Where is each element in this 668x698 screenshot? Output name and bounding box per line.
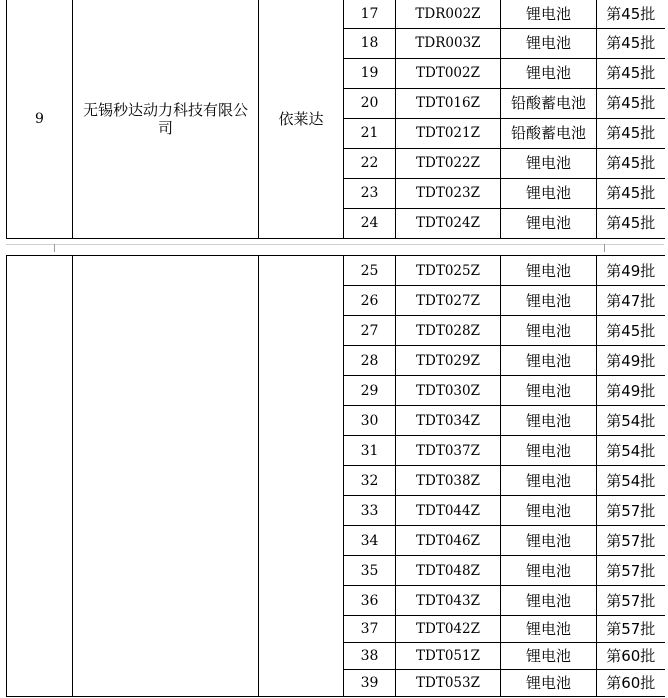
batch-cell: 第45批 <box>597 28 665 58</box>
row-number-cell: 24 <box>344 208 396 238</box>
model-code-cell: TDT025Z <box>396 256 501 286</box>
page-corner-mark-right <box>604 244 633 252</box>
model-code-cell: TDT022Z <box>396 148 501 178</box>
row-number-cell: 18 <box>344 28 396 58</box>
battery-type-cell: 锂电池 <box>501 0 597 28</box>
table-row <box>7 256 665 286</box>
battery-type-cell: 锂电池 <box>501 28 597 58</box>
company-name-cell-empty <box>73 256 259 697</box>
batch-cell: 第49批 <box>597 256 665 286</box>
model-code-cell: TDT044Z <box>396 496 501 526</box>
page-break-line <box>6 244 664 245</box>
battery-type-cell: 锂电池 <box>501 526 597 556</box>
model-code-cell: TDT023Z <box>396 178 501 208</box>
batch-cell: 第45批 <box>597 88 665 118</box>
battery-type-cell: 锂电池 <box>501 496 597 526</box>
battery-type-cell: 锂电池 <box>501 148 597 178</box>
row-number-cell: 32 <box>344 466 396 496</box>
model-code-cell: TDT051Z <box>396 643 501 670</box>
model-code-cell: TDT030Z <box>396 376 501 406</box>
model-code-cell: TDT042Z <box>396 616 501 643</box>
battery-type-cell: 铅酸蓄电池 <box>501 118 597 148</box>
model-code-cell: TDT053Z <box>396 670 501 697</box>
battery-type-cell: 锂电池 <box>501 58 597 88</box>
battery-type-cell: 锂电池 <box>501 256 597 286</box>
row-number-cell: 34 <box>344 526 396 556</box>
battery-type-cell: 锂电池 <box>501 346 597 376</box>
model-code-cell: TDT048Z <box>396 556 501 586</box>
vehicle-table-section-1 <box>6 0 665 239</box>
row-number-cell: 21 <box>344 118 396 148</box>
battery-type-cell: 锂电池 <box>501 316 597 346</box>
table-row <box>7 0 665 28</box>
row-number-cell: 28 <box>344 346 396 376</box>
battery-type-cell: 锂电池 <box>501 466 597 496</box>
model-code-cell: TDT037Z <box>396 436 501 466</box>
company-seq-cell: 9 <box>7 0 73 238</box>
batch-cell: 第45批 <box>597 148 665 178</box>
battery-type-cell: 锂电池 <box>501 178 597 208</box>
row-number-cell: 35 <box>344 556 396 586</box>
row-number-cell: 30 <box>344 406 396 436</box>
batch-cell: 第45批 <box>597 118 665 148</box>
row-number-cell: 36 <box>344 586 396 616</box>
model-code-cell: TDT028Z <box>396 316 501 346</box>
row-number-cell: 22 <box>344 148 396 178</box>
batch-cell: 第60批 <box>597 670 665 697</box>
row-number-cell: 17 <box>344 0 396 28</box>
batch-cell: 第60批 <box>597 643 665 670</box>
company-name-cell: 无锡秒达动力科技有限公司 <box>73 0 259 238</box>
batch-cell: 第54批 <box>597 466 665 496</box>
model-code-cell: TDT027Z <box>396 286 501 316</box>
model-code-cell: TDT034Z <box>396 406 501 436</box>
brand-cell-empty <box>259 256 344 697</box>
batch-cell: 第47批 <box>597 286 665 316</box>
batch-cell: 第57批 <box>597 556 665 586</box>
row-number-cell: 19 <box>344 58 396 88</box>
batch-cell: 第54批 <box>597 406 665 436</box>
battery-type-cell: 锂电池 <box>501 376 597 406</box>
model-code-cell: TDT016Z <box>396 88 501 118</box>
row-number-cell: 39 <box>344 670 396 697</box>
row-number-cell: 38 <box>344 643 396 670</box>
model-code-cell: TDT002Z <box>396 58 501 88</box>
battery-type-cell: 锂电池 <box>501 643 597 670</box>
battery-type-cell: 铅酸蓄电池 <box>501 88 597 118</box>
model-code-cell: TDT021Z <box>396 118 501 148</box>
battery-type-cell: 锂电池 <box>501 616 597 643</box>
row-number-cell: 20 <box>344 88 396 118</box>
battery-type-cell: 锂电池 <box>501 406 597 436</box>
model-code-cell: TDR003Z <box>396 28 501 58</box>
battery-type-cell: 锂电池 <box>501 436 597 466</box>
battery-type-cell: 锂电池 <box>501 286 597 316</box>
model-code-cell: TDR002Z <box>396 0 501 28</box>
model-code-cell: TDT029Z <box>396 346 501 376</box>
model-code-cell: TDT043Z <box>396 586 501 616</box>
row-number-cell: 31 <box>344 436 396 466</box>
batch-cell: 第45批 <box>597 178 665 208</box>
batch-cell: 第45批 <box>597 208 665 238</box>
batch-cell: 第54批 <box>597 436 665 466</box>
batch-cell: 第45批 <box>597 316 665 346</box>
batch-cell: 第57批 <box>597 616 665 643</box>
batch-cell: 第57批 <box>597 526 665 556</box>
row-number-cell: 23 <box>344 178 396 208</box>
row-number-cell: 27 <box>344 316 396 346</box>
battery-type-cell: 锂电池 <box>501 670 597 697</box>
batch-cell: 第49批 <box>597 376 665 406</box>
page-corner-mark-left <box>32 244 55 252</box>
batch-cell: 第45批 <box>597 58 665 88</box>
row-number-cell: 26 <box>344 286 396 316</box>
battery-type-cell: 锂电池 <box>501 208 597 238</box>
row-number-cell: 37 <box>344 616 396 643</box>
batch-cell: 第45批 <box>597 0 665 28</box>
batch-cell: 第49批 <box>597 346 665 376</box>
model-code-cell: TDT038Z <box>396 466 501 496</box>
model-code-cell: TDT046Z <box>396 526 501 556</box>
brand-cell: 依莱达 <box>259 0 344 238</box>
vehicle-table-section-2 <box>6 255 665 697</box>
battery-type-cell: 锂电池 <box>501 556 597 586</box>
row-number-cell: 25 <box>344 256 396 286</box>
model-code-cell: TDT024Z <box>396 208 501 238</box>
batch-cell: 第57批 <box>597 496 665 526</box>
row-number-cell: 29 <box>344 376 396 406</box>
row-number-cell: 33 <box>344 496 396 526</box>
batch-cell: 第57批 <box>597 586 665 616</box>
company-seq-cell-empty <box>7 256 73 697</box>
battery-type-cell: 锂电池 <box>501 586 597 616</box>
